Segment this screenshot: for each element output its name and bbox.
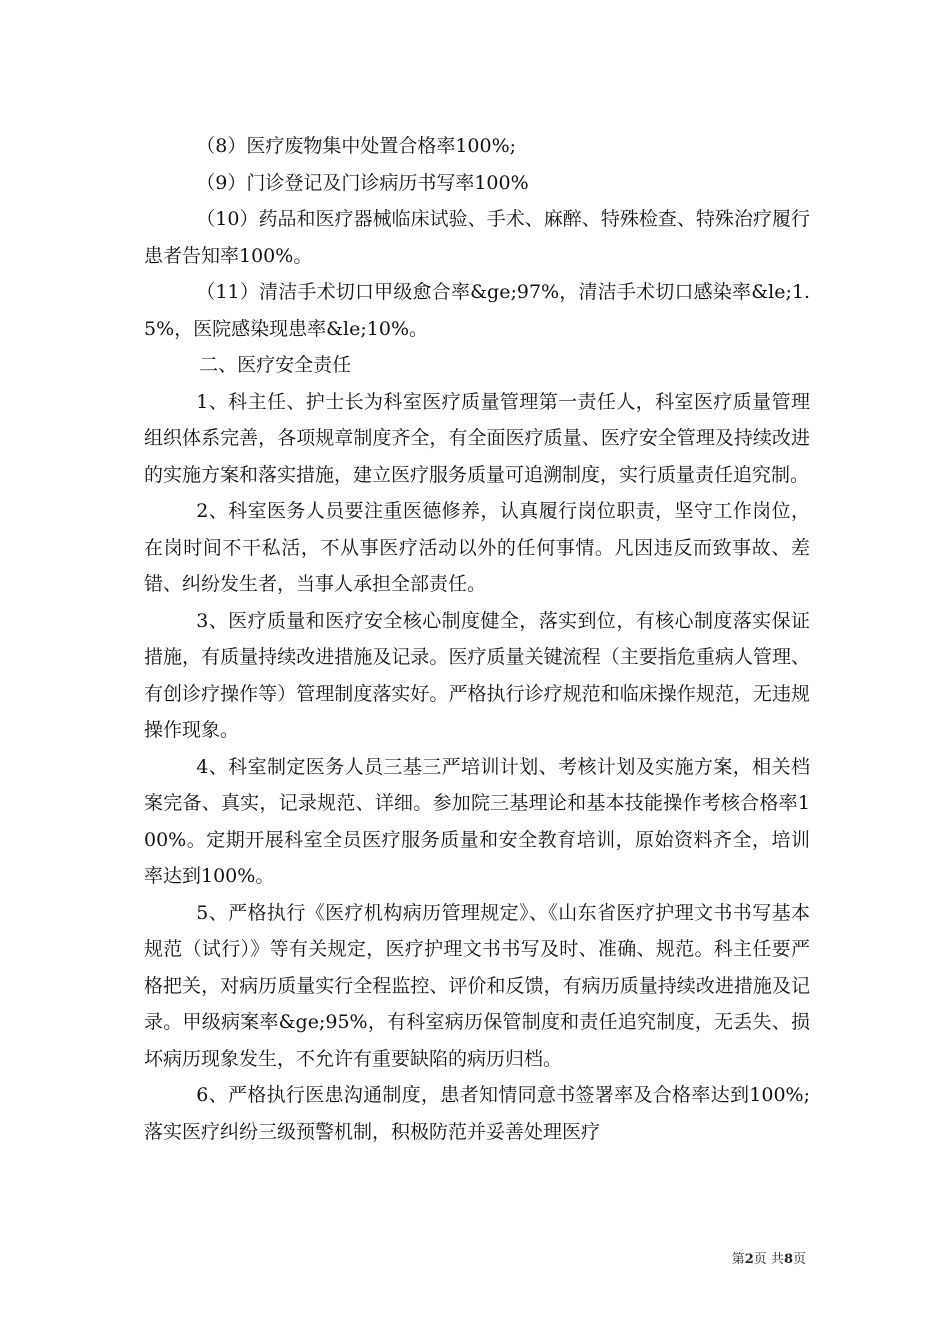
- footer-prefix: 第: [731, 1252, 745, 1267]
- paragraph-item-9: （9）门诊登记及门诊病历书写率100%: [196, 171, 529, 194]
- paragraph-item-10: （10）药品和医疗器械临床试验、手术、麻醉、特殊检查、特殊治疗履行患者告知率100%。: [144, 208, 810, 267]
- paragraph-responsibility-2: 2、科室医务人员要注重医德修养，认真履行岗位职责，坚守工作岗位，在岗时间不干私活，不从事医疗活动以外的任何事情。凡因违反而致事故、差错、纠纷发生者，当事人承担全部责任。: [144, 500, 810, 595]
- total-page-number: 8: [783, 1252, 793, 1267]
- paragraph-item-11: （11）清洁手术切口甲级愈合率&ge;97%，清洁手术切口感染率&le;1.5%，医院感染现患率&le;10%。: [144, 281, 810, 340]
- paragraph-responsibility-1: 1、科主任、护士长为科室医疗质量管理第一责任人，科室医疗质量管理组织体系完善，各项规章制度齐全，有全面医疗质量、医疗安全管理及持续改进的实施方案和落实措施，建立医疗服务质量可追溯制度，实行质量责任追究制。: [144, 390, 810, 486]
- section-heading: 二、医疗安全责任: [199, 354, 352, 376]
- paragraph-responsibility-3: 3、医疗质量和医疗安全核心制度健全，落实到位，有核心制度落实保证措施，有质量持续改进措施及记录。医疗质量关键流程（主要指危重病人管理、有创诊疗操作等）管理制度落实好。严格执行诊疗规范和临床操作规范，无违规操作现象。: [144, 609, 810, 741]
- page-footer: [0, 1248, 806, 1267]
- paragraph-responsibility-4: 4、科室制定医务人员三基三严培训计划、考核计划及实施方案，相关档案完备、真实，记录规范、详细。参加院三基理论和基本技能操作考核合格率100%。定期开展科室全员医疗服务质量和安全教育培训，原始资料齐全，培训率达到100%。: [144, 755, 810, 887]
- current-page-number: 2: [744, 1252, 754, 1267]
- document-body: [144, 128, 810, 1150]
- paragraph-responsibility-6: 6、严格执行医患沟通制度，患者知情同意书签署率及合格率达到100%;落实医疗纠纷三级预警机制，积极防范并妥善处理医疗: [144, 1084, 810, 1143]
- footer-middle: 页 共: [753, 1252, 784, 1267]
- footer-suffix: 页: [792, 1252, 806, 1267]
- paragraph-item-8: （8）医疗废物集中处置合格率100%;: [196, 135, 517, 157]
- paragraph-responsibility-5: 5、严格执行《医疗机构病历管理规定》、《山东省医疗护理文书书写基本规范（试行）》等有关规定，医疗护理文书书写及时、准确、规范。科主任要严格把关，对病历质量实行全程监控、评价和反馈，有病历质量持续改进措施及记录。甲级病案率&ge;95%，有科室病历保管制度和责任追究制度，无丢失、损坏病历现象发生，不允许有重要缺陷的病历归档。: [144, 901, 810, 1070]
